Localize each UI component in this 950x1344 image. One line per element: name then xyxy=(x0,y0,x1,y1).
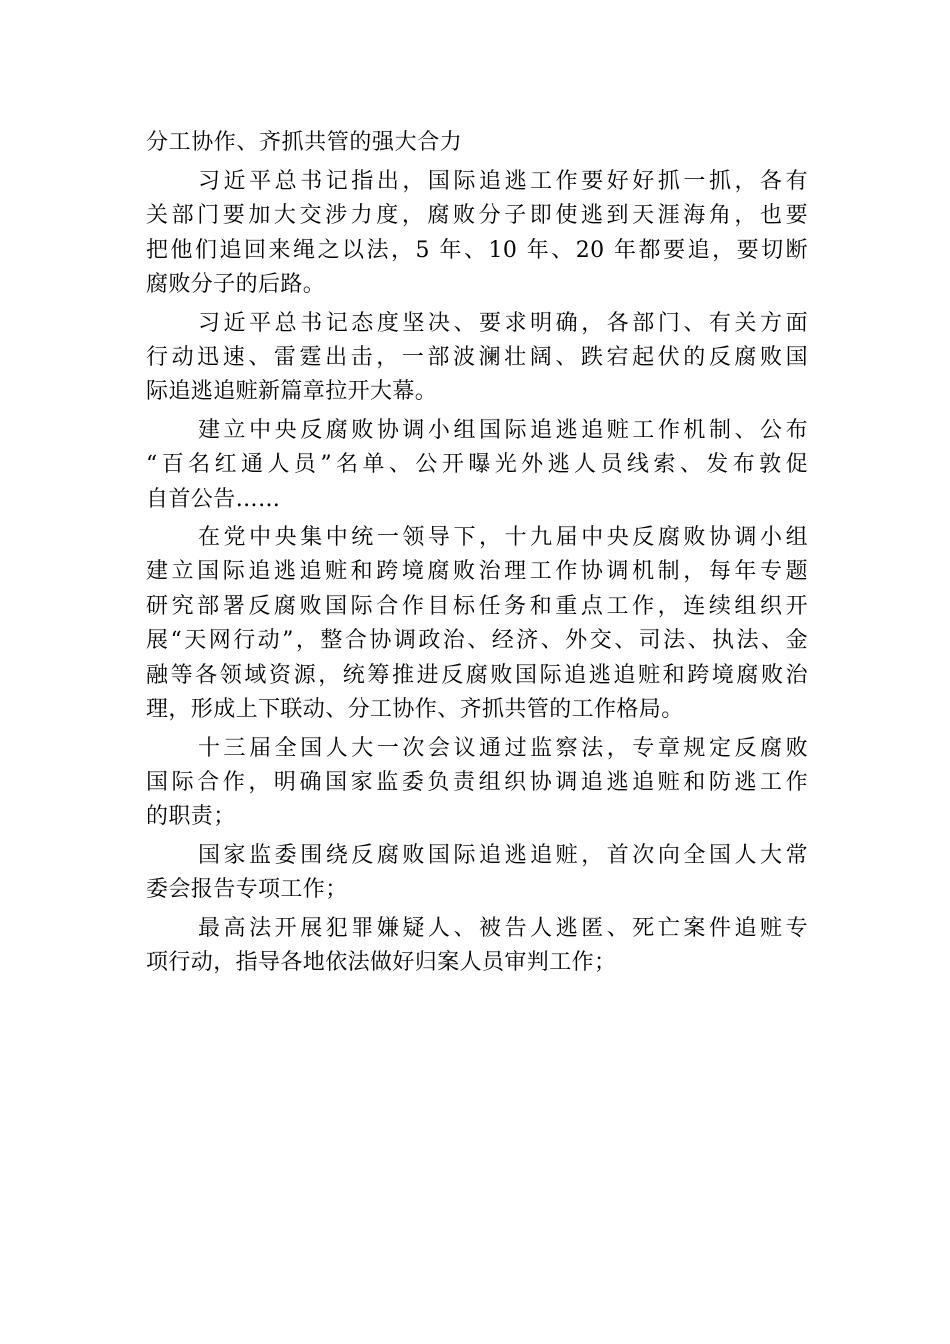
paragraph-6 xyxy=(146,839,808,908)
paragraph-line: “百名红通人员”名单、公开曝光外逃人员线索、发布敦促 xyxy=(146,452,808,478)
paragraph-line: 展“天网行动”，整合协调政治、经济、外交、司法、执法、金 xyxy=(146,628,808,654)
paragraph-line: 关部门要加大交涉力度，腐败分子即使逃到天涯海角，也要 xyxy=(146,203,808,229)
paragraph-line: 际追逃追赃新篇章拉开大幕。 xyxy=(146,379,438,405)
paragraph-line: 委会报告专项工作； xyxy=(146,877,348,903)
paragraph-3 xyxy=(146,414,808,517)
paragraph-4 xyxy=(146,521,808,727)
section-heading: 分工协作、齐抓共管的强大合力 xyxy=(146,130,463,155)
paragraph-line: 最高法开展犯罪嫌疑人、被告人逃匿、死亡案件追赃专 xyxy=(198,915,808,941)
paragraph-line: 把他们追回来绳之以法，5 年、10 年、20 年都要追，要切断 xyxy=(146,237,808,263)
paragraph-line: 国家监委围绕反腐败国际追逃追赃，首次向全国人大常 xyxy=(198,842,808,868)
paragraph-line: 行动迅速、雷霆出击，一部波澜壮阔、跌宕起伏的反腐败国 xyxy=(146,345,808,371)
paragraph-line: 习近平总书记指出，国际追逃工作要好好抓一抓，各有 xyxy=(198,169,808,194)
paragraph-line: 项行动，指导各地依法做好归案人员审判工作； xyxy=(146,949,617,975)
paragraph-line: 的职责； xyxy=(146,804,236,830)
paragraph-5 xyxy=(146,732,808,835)
paragraph-2 xyxy=(146,307,808,410)
paragraph-line: 腐败分子的后路。 xyxy=(146,272,326,298)
paragraph-line: 理，形成上下联动、分工协作、齐抓共管的工作格局。 xyxy=(146,697,684,723)
paragraph-line: 在党中央集中统一领导下，十九届中央反腐败协调小组 xyxy=(198,525,808,551)
paragraph-line: 十三届全国人大一次会议通过监察法，专章规定反腐败 xyxy=(198,735,808,761)
document-body xyxy=(146,125,808,984)
paragraph-line: 建立中央反腐败协调小组国际追逃追赃工作机制、公布 xyxy=(198,417,808,443)
paragraph-7 xyxy=(146,912,808,981)
paragraph-line: 自首公告…… xyxy=(146,486,281,512)
paragraph-1 xyxy=(146,165,808,303)
paragraph-line: 研究部署反腐败国际合作目标任务和重点工作，连续组织开 xyxy=(146,593,808,619)
paragraph-line: 建立国际追逃追赃和跨境腐败治理工作协调机制，每年专题 xyxy=(146,559,808,585)
paragraph-line: 国际合作，明确国家监委负责组织协调追逃追赃和防逃工作 xyxy=(146,769,808,795)
paragraph-line: 习近平总书记态度坚决、要求明确，各部门、有关方面 xyxy=(198,310,808,336)
paragraph-line: 融等各领域资源，统筹推进反腐败国际追逃追赃和跨境腐败治 xyxy=(146,662,808,688)
